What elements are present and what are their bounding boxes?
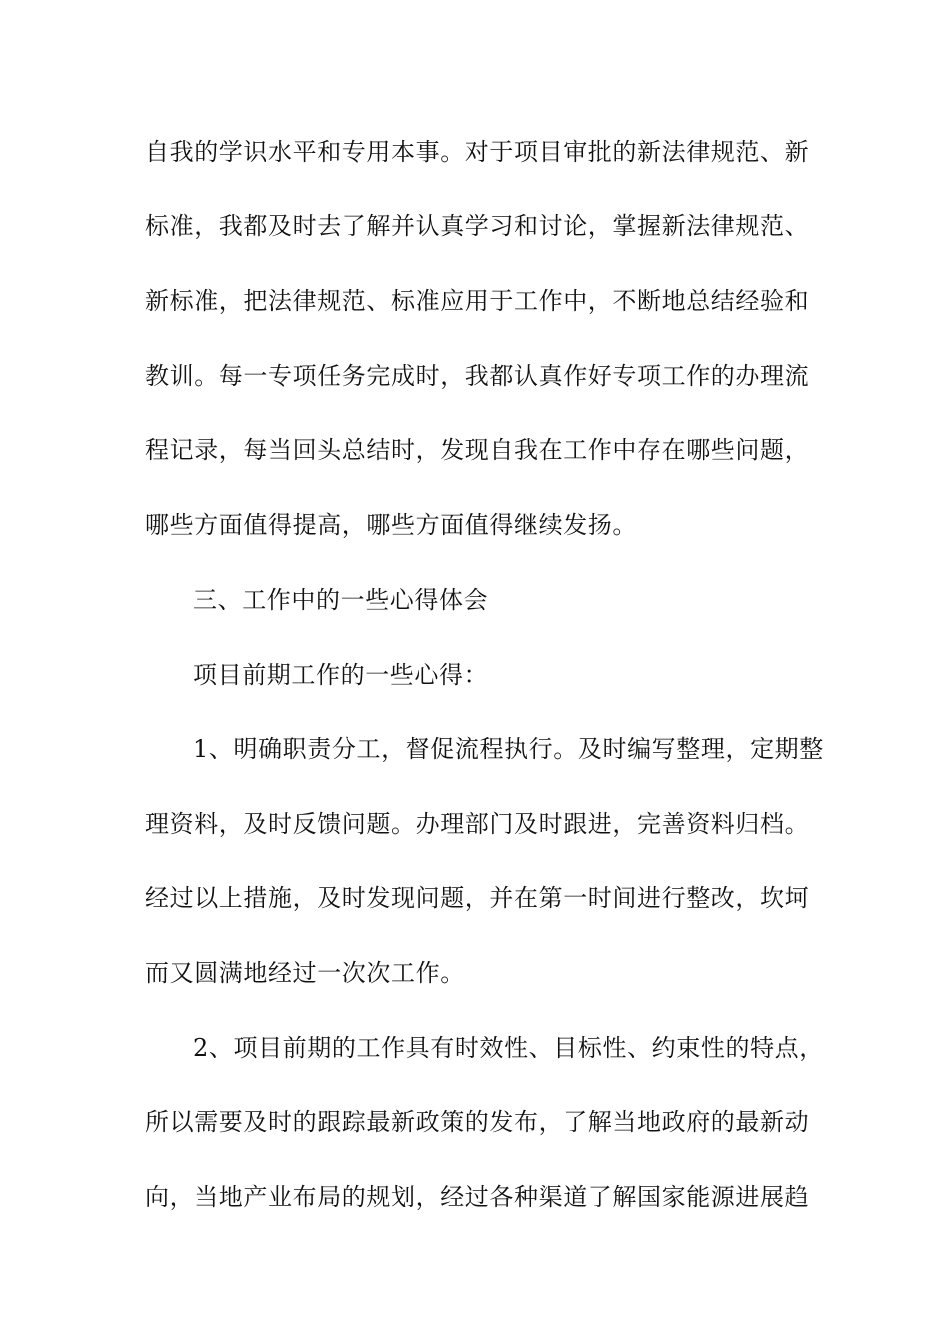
text-line: 向，当地产业布局的规划，经过各种渠道了解国家能源进展趋 xyxy=(145,1183,810,1211)
text-line: 2、项目前期的工作具有时效性、目标性、约束性的特点， xyxy=(193,1034,824,1062)
section-heading: 三、工作中的一些心得体会 xyxy=(193,586,489,614)
text-line: 程记录，每当回头总结时，发现自我在工作中存在哪些问题， xyxy=(145,436,810,464)
text-line: 所以需要及时的跟踪最新政策的发布，了解当地政府的最新动 xyxy=(145,1108,810,1136)
text-line: 理资料，及时反馈问题。办理部门及时跟进，完善资料归档。 xyxy=(145,810,810,838)
text-line: 哪些方面值得提高，哪些方面值得继续发扬。 xyxy=(145,511,637,539)
subsection-heading: 项目前期工作的一些心得： xyxy=(193,661,489,689)
text-line: 经过以上措施，及时发现问题，并在第一时间进行整改，坎坷 xyxy=(145,884,810,912)
text-line: 标准，我都及时去了解并认真学习和讨论，掌握新法律规范、 xyxy=(145,212,810,240)
text-line: 自我的学识水平和专用本事。对于项目审批的新法律规范、新 xyxy=(145,138,810,166)
text-line: 而又圆满地经过一次次工作。 xyxy=(145,959,465,987)
text-line: 新标准，把法律规范、标准应用于工作中，不断地总结经验和 xyxy=(145,287,810,315)
text-line: 1、明确职责分工，督促流程执行。及时编写整理，定期整 xyxy=(193,735,824,763)
text-line: 教训。每一专项任务完成时，我都认真作好专项工作的办理流 xyxy=(145,362,810,390)
